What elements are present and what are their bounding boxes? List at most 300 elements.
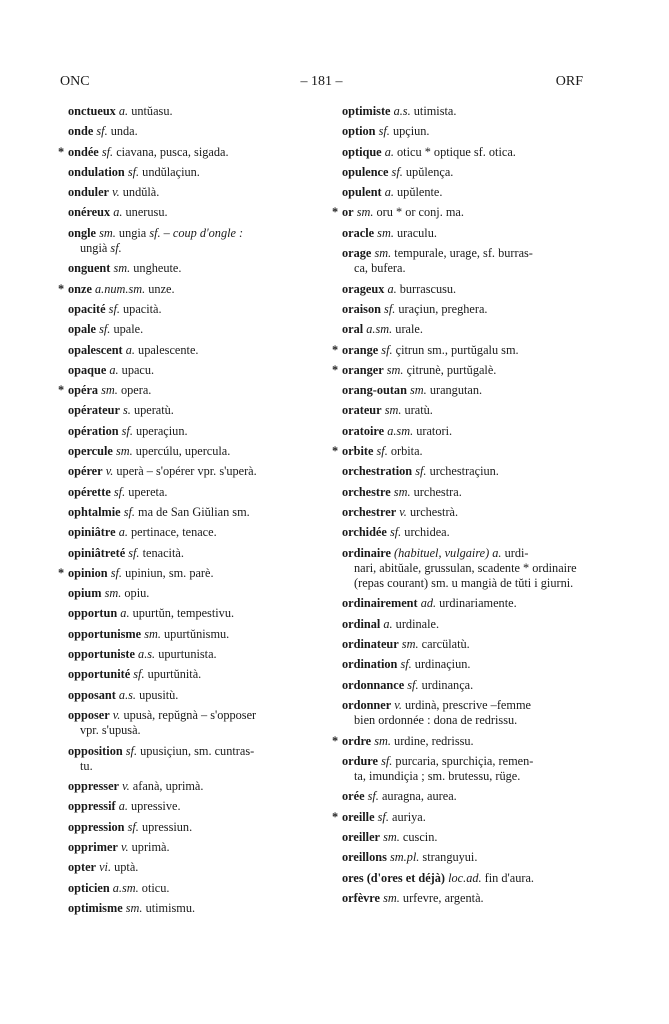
headword: orchestrer bbox=[342, 504, 397, 519]
part-of-speech: a. bbox=[118, 799, 128, 814]
headword: opulent bbox=[342, 185, 382, 200]
part-of-speech: a.s. bbox=[118, 687, 137, 702]
dictionary-entry bbox=[68, 647, 316, 662]
dictionary-entry bbox=[68, 424, 316, 439]
dictionary-entry bbox=[342, 678, 590, 693]
headword: opter bbox=[68, 860, 96, 875]
translation: upŭlença. bbox=[405, 164, 454, 179]
headword: onguent bbox=[68, 261, 111, 276]
part-of-speech: a.s. bbox=[138, 647, 156, 662]
entry-continuation bbox=[68, 723, 316, 738]
headword: opportunisme bbox=[68, 626, 142, 641]
headword: optimisme bbox=[68, 900, 123, 915]
translation: urdinale. bbox=[395, 616, 440, 631]
headword: optique bbox=[342, 144, 382, 159]
dictionary-entry bbox=[68, 820, 316, 835]
dictionary-entry bbox=[68, 606, 316, 621]
part-of-speech: a.s. bbox=[393, 104, 411, 118]
part-of-speech: sf. bbox=[381, 753, 393, 768]
headword: oreille bbox=[342, 809, 375, 824]
translation: upurtunista. bbox=[158, 647, 217, 662]
headword: opportuniste bbox=[68, 647, 135, 662]
dictionary-entry bbox=[342, 363, 590, 378]
dictionary-entry bbox=[342, 505, 590, 520]
dictionary-entry bbox=[342, 282, 590, 297]
dictionary-entry bbox=[68, 464, 316, 479]
headword: oratoire bbox=[342, 423, 385, 438]
translation: untŭasu. bbox=[131, 104, 173, 118]
dictionary-entry bbox=[68, 485, 316, 500]
translation: urale. bbox=[395, 322, 423, 337]
translation: uperaçiun. bbox=[136, 423, 188, 438]
dictionary-entry bbox=[342, 302, 590, 317]
headword: orateur bbox=[342, 403, 382, 418]
headword: opticien bbox=[68, 880, 110, 895]
dictionary-entry bbox=[68, 525, 316, 540]
translation: çitrunè, purtŭgalè. bbox=[406, 362, 497, 377]
continuation-text: nari, abitŭale, grussulan, scadente * ordinaire (repas courant) sm. u mangià de tŭti i giurni. bbox=[354, 560, 577, 591]
part-of-speech: sm. bbox=[144, 626, 161, 641]
headword: orange bbox=[342, 342, 379, 357]
dictionary-entry bbox=[342, 850, 590, 865]
dictionary-entry bbox=[68, 688, 316, 703]
dictionary-entry bbox=[68, 901, 316, 916]
translation: upçiun. bbox=[392, 124, 430, 139]
dictionary-entry bbox=[68, 205, 316, 220]
part-of-speech: a. bbox=[384, 144, 394, 159]
headword: ordination bbox=[342, 657, 398, 672]
translation: uprimà. bbox=[131, 839, 170, 854]
translation: upurtŭnità. bbox=[147, 667, 202, 682]
dictionary-entry bbox=[68, 124, 316, 139]
dictionary-entry bbox=[342, 343, 590, 358]
part-of-speech: a. bbox=[384, 185, 394, 200]
headword: opérateur bbox=[68, 403, 120, 418]
part-of-speech: v. bbox=[112, 185, 120, 200]
translation: urdine, redrissu. bbox=[394, 733, 474, 748]
part-of-speech: sf. bbox=[415, 464, 427, 479]
headword: orbite bbox=[342, 444, 374, 459]
headword: ophtalmie bbox=[68, 504, 121, 519]
headword: opposition bbox=[68, 743, 123, 758]
translation: uptà. bbox=[114, 860, 139, 875]
dictionary-entry bbox=[68, 444, 316, 459]
dictionary-entry bbox=[68, 145, 316, 160]
translation: upusiçiun, sm. cuntras- bbox=[140, 743, 255, 758]
dictionary-entry bbox=[342, 617, 590, 632]
part-of-speech: sf. bbox=[127, 819, 139, 834]
translation: upercúlu, upercula. bbox=[135, 444, 231, 459]
part-of-speech: a. bbox=[118, 104, 129, 118]
headword: ordinal bbox=[342, 616, 381, 631]
dictionary-entry bbox=[342, 444, 590, 459]
headword: opacité bbox=[68, 301, 106, 316]
part-of-speech: sm. bbox=[393, 484, 411, 499]
headword: oppression bbox=[68, 819, 125, 834]
translation: opiu. bbox=[124, 586, 150, 601]
part-of-speech: a.num.sm. bbox=[94, 281, 146, 296]
translation: ma de San Giŭlian sm. bbox=[138, 504, 250, 519]
dictionary-entry bbox=[342, 891, 590, 906]
translation: tenacità. bbox=[142, 545, 184, 560]
translation: oticu. bbox=[141, 880, 170, 895]
dictionary-entry bbox=[342, 525, 590, 540]
translation: upiniun, sm. parè. bbox=[125, 565, 214, 580]
continuation-text: vpr. s'upusà. bbox=[80, 723, 141, 738]
translation: upurtŭn, tempestivu. bbox=[132, 606, 235, 621]
entry-continuation bbox=[342, 713, 590, 728]
dictionary-entry bbox=[342, 546, 590, 592]
entry-continuation bbox=[342, 769, 590, 784]
part-of-speech: sf. bbox=[133, 667, 145, 682]
dictionary-entry bbox=[342, 124, 590, 139]
part-of-speech: sf. bbox=[378, 124, 390, 139]
part-of-speech: a. bbox=[387, 281, 397, 296]
headword: ordonner bbox=[342, 697, 392, 712]
dictionary-entry bbox=[68, 881, 316, 896]
grammar-note: sf. – coup d'ongle : bbox=[149, 225, 244, 240]
translation: upurtŭnismu. bbox=[164, 626, 230, 641]
translation: uraculu. bbox=[397, 225, 437, 240]
dictionary-entry bbox=[342, 830, 590, 845]
headword: opprimer bbox=[68, 839, 118, 854]
part-of-speech: (habituel, vulgaire) a. bbox=[394, 545, 502, 560]
part-of-speech: sf. bbox=[125, 743, 138, 758]
translation: urdinà, prescrive –femme bbox=[404, 697, 531, 712]
part-of-speech: vi. bbox=[99, 860, 112, 875]
dictionary-entry bbox=[342, 104, 590, 119]
headword: orchestration bbox=[342, 464, 413, 479]
entry-continuation bbox=[342, 561, 590, 592]
part-of-speech: ad. bbox=[420, 596, 437, 611]
part-of-speech: sf. bbox=[110, 565, 123, 580]
part-of-speech: a. bbox=[383, 616, 393, 631]
translation: urdinariamente. bbox=[439, 596, 517, 611]
dictionary-entry bbox=[68, 566, 316, 581]
entry-continuation bbox=[342, 261, 590, 276]
dictionary-entry bbox=[342, 165, 590, 180]
dictionary-entry bbox=[342, 464, 590, 479]
part-of-speech: sm. bbox=[383, 829, 400, 844]
translation: upressiun. bbox=[141, 819, 193, 834]
headword: opiniâtreté bbox=[68, 545, 126, 560]
translation: urangutan. bbox=[429, 383, 483, 398]
dictionary-entry bbox=[68, 185, 316, 200]
header-left-guide-word: ONC bbox=[60, 74, 90, 89]
dictionary-entry bbox=[342, 871, 590, 886]
headword: onde bbox=[68, 124, 94, 139]
translation: undŭlà. bbox=[122, 185, 160, 200]
headword: oppressif bbox=[68, 799, 116, 814]
headword: optimiste bbox=[342, 104, 391, 118]
part-of-speech: sm. bbox=[115, 444, 133, 459]
translation: unda. bbox=[110, 124, 138, 139]
headword: opérette bbox=[68, 484, 111, 499]
translation: upusà, repŭgnà – s'opposer bbox=[123, 707, 257, 722]
headword: ondée bbox=[68, 144, 99, 159]
entry-continuation bbox=[68, 241, 316, 256]
dictionary-entry bbox=[68, 799, 316, 814]
part-of-speech: sm. bbox=[401, 637, 419, 652]
part-of-speech: sf. bbox=[121, 423, 133, 438]
dictionary-entry bbox=[68, 226, 316, 257]
part-of-speech: sm. bbox=[374, 246, 392, 261]
part-of-speech: sf. bbox=[391, 164, 403, 179]
part-of-speech: a.sm. bbox=[112, 880, 139, 895]
translation: uratori. bbox=[416, 423, 453, 438]
dictionary-entry bbox=[342, 698, 590, 729]
translation: orbita. bbox=[390, 444, 423, 459]
dictionary-entry bbox=[342, 403, 590, 418]
headword: orageux bbox=[342, 281, 385, 296]
translation: upale. bbox=[113, 322, 144, 337]
part-of-speech: sf. bbox=[110, 241, 122, 256]
translation: opera. bbox=[120, 383, 152, 398]
dictionary-entry bbox=[342, 734, 590, 749]
dictionary-entry bbox=[342, 424, 590, 439]
headword: oracle bbox=[342, 225, 375, 240]
continuation-text: tu. bbox=[80, 758, 93, 773]
translation: upacu. bbox=[121, 362, 155, 377]
part-of-speech: sm. bbox=[386, 362, 404, 377]
headword: onctueux bbox=[68, 104, 116, 118]
translation: urchestrà. bbox=[409, 504, 459, 519]
part-of-speech: sf. bbox=[101, 144, 114, 159]
headword: opposer bbox=[68, 707, 110, 722]
dictionary-entry bbox=[68, 261, 316, 276]
part-of-speech: a. bbox=[125, 342, 135, 357]
dictionary-entry bbox=[342, 246, 590, 277]
headword: opportunité bbox=[68, 667, 131, 682]
headword: orfèvre bbox=[342, 890, 381, 905]
part-of-speech: sf. bbox=[389, 525, 402, 540]
headword: opération bbox=[68, 423, 119, 438]
translation: uperatù. bbox=[133, 403, 174, 418]
page-number: – 181 – bbox=[300, 74, 343, 89]
part-of-speech: sf. bbox=[376, 444, 388, 459]
headword: opinion bbox=[68, 565, 108, 580]
dictionary-entry bbox=[68, 302, 316, 317]
part-of-speech: sm. bbox=[383, 890, 400, 905]
part-of-speech: sm. bbox=[377, 225, 394, 240]
translation: unerusu. bbox=[125, 205, 168, 220]
dictionary-entry bbox=[68, 383, 316, 398]
headword: orage bbox=[342, 246, 372, 261]
headword: opposant bbox=[68, 687, 116, 702]
headword: onze bbox=[68, 281, 92, 296]
part-of-speech: sm. bbox=[101, 383, 118, 398]
translation: pertinace, tenace. bbox=[131, 525, 217, 540]
part-of-speech: a.sm. bbox=[387, 423, 414, 438]
headword: opale bbox=[68, 322, 97, 337]
translation: upŭlente. bbox=[397, 185, 443, 200]
part-of-speech: v. bbox=[105, 464, 114, 479]
dictionary-entry bbox=[68, 627, 316, 642]
dictionary-entry bbox=[342, 789, 590, 804]
headword: opaque bbox=[68, 362, 107, 377]
left-column bbox=[68, 104, 316, 921]
translation: auriya. bbox=[392, 809, 426, 824]
headword: or bbox=[342, 205, 354, 220]
dictionary-entry bbox=[342, 657, 590, 672]
part-of-speech: sf. bbox=[96, 124, 108, 139]
translation: burrascusu. bbox=[399, 281, 457, 296]
dictionary-entry bbox=[342, 383, 590, 398]
dictionary-entry bbox=[68, 403, 316, 418]
part-of-speech: sf. bbox=[377, 809, 389, 824]
page-header bbox=[60, 74, 583, 94]
part-of-speech: a.sm. bbox=[366, 322, 393, 337]
headword: ondulation bbox=[68, 164, 125, 179]
translation: ungia bbox=[118, 225, 147, 240]
dictionary-entry bbox=[68, 840, 316, 855]
headword: opulence bbox=[342, 164, 389, 179]
part-of-speech: a. bbox=[109, 362, 119, 377]
translation: upacità. bbox=[123, 301, 162, 316]
dictionary-entry bbox=[68, 708, 316, 739]
translation: upressive. bbox=[131, 799, 181, 814]
part-of-speech: sm. bbox=[125, 900, 143, 915]
part-of-speech: sf. bbox=[381, 342, 393, 357]
dictionary-entry bbox=[68, 282, 316, 297]
dictionary-entry bbox=[342, 226, 590, 241]
dictionary-entry bbox=[342, 185, 590, 200]
dictionary-entry bbox=[68, 586, 316, 601]
part-of-speech: sm. bbox=[384, 403, 402, 418]
part-of-speech: sf. bbox=[113, 484, 126, 499]
dictionary-entry bbox=[68, 860, 316, 875]
dictionary-entry bbox=[68, 546, 316, 561]
part-of-speech: sf. bbox=[400, 657, 412, 672]
translation: stranguyui. bbox=[422, 850, 478, 865]
headword: opéra bbox=[68, 383, 99, 398]
part-of-speech: sm. bbox=[374, 733, 391, 748]
dictionary-entry bbox=[68, 363, 316, 378]
headword: ordonnance bbox=[342, 677, 405, 692]
headword: opportun bbox=[68, 606, 118, 621]
translation: çitrun sm., purtŭgalu sm. bbox=[395, 342, 519, 357]
dictionary-entry bbox=[342, 637, 590, 652]
dictionary-entry bbox=[68, 779, 316, 794]
part-of-speech: sf. bbox=[127, 164, 140, 179]
translation: ungheute. bbox=[133, 261, 182, 276]
headword: oreiller bbox=[342, 829, 381, 844]
headword: orée bbox=[342, 789, 365, 804]
headword: opérer bbox=[68, 464, 103, 479]
part-of-speech: sm. bbox=[104, 586, 122, 601]
translation: urchestra. bbox=[413, 484, 462, 499]
headword: oranger bbox=[342, 362, 384, 377]
dictionary-entry bbox=[342, 754, 590, 785]
part-of-speech: sf. bbox=[367, 789, 379, 804]
part-of-speech: sf. bbox=[99, 322, 111, 337]
part-of-speech: sf. bbox=[128, 545, 140, 560]
translation: afanà, uprimà. bbox=[132, 779, 204, 794]
translation: urdinaçiun. bbox=[414, 657, 471, 672]
continuation-text: ca, bufera. bbox=[354, 261, 406, 276]
translation: uratù. bbox=[404, 403, 433, 418]
part-of-speech: sm.pl. bbox=[389, 850, 420, 865]
headword: orchidée bbox=[342, 525, 387, 540]
part-of-speech: sm. bbox=[356, 205, 374, 220]
headword: ordinateur bbox=[342, 637, 399, 652]
headword: opium bbox=[68, 586, 102, 601]
headword: ordure bbox=[342, 753, 378, 768]
translation: cuscin. bbox=[402, 829, 438, 844]
translation: upalescente. bbox=[138, 342, 199, 357]
dictionary-entry bbox=[342, 322, 590, 337]
translation: oru * or conj. ma. bbox=[376, 205, 464, 220]
headword: onduler bbox=[68, 185, 109, 200]
dictionary-entry bbox=[342, 810, 590, 825]
part-of-speech: sf. bbox=[108, 301, 120, 316]
part-of-speech: a. bbox=[120, 606, 130, 621]
translation: utimista. bbox=[413, 104, 457, 118]
headword: ordinaire bbox=[342, 545, 391, 560]
translation: upereta. bbox=[128, 484, 168, 499]
part-of-speech: sf. bbox=[407, 677, 419, 692]
translation: ciavana, pusca, sigada. bbox=[116, 144, 229, 159]
entry-continuation bbox=[68, 759, 316, 774]
translation: upusitù. bbox=[139, 687, 179, 702]
dictionary-entry bbox=[68, 744, 316, 775]
part-of-speech: sm. bbox=[410, 383, 427, 398]
translation: urchidea. bbox=[404, 525, 450, 540]
part-of-speech: v. bbox=[112, 707, 121, 722]
dictionary-entry bbox=[68, 667, 316, 682]
dictionary-entry bbox=[342, 145, 590, 160]
part-of-speech: sf. bbox=[384, 301, 396, 316]
dictionary-entry bbox=[68, 165, 316, 180]
part-of-speech: a. bbox=[118, 525, 128, 540]
translation: urchestraçiun. bbox=[429, 464, 499, 479]
part-of-speech: v. bbox=[122, 779, 130, 794]
part-of-speech: v. bbox=[120, 839, 129, 854]
header-right-guide-word: ORF bbox=[555, 74, 583, 89]
translation: tempurale, urage, sf. burras- bbox=[394, 246, 533, 261]
dictionary-entry bbox=[68, 343, 316, 358]
right-column bbox=[342, 104, 590, 911]
dictionary-entry bbox=[342, 485, 590, 500]
translation: urdi- bbox=[504, 545, 529, 560]
translation: utimismu. bbox=[145, 900, 196, 915]
part-of-speech: sm. bbox=[113, 261, 131, 276]
translation: urdinança. bbox=[421, 677, 474, 692]
dictionary-entry bbox=[68, 505, 316, 520]
headword: onéreux bbox=[68, 205, 111, 220]
translation: urfevre, argentà. bbox=[402, 890, 484, 905]
headword: opalescent bbox=[68, 342, 123, 357]
translation: uperà – s'opérer vpr. s'uperà. bbox=[116, 464, 257, 479]
headword: ordre bbox=[342, 733, 372, 748]
dictionary-entry bbox=[68, 104, 316, 119]
headword: opercule bbox=[68, 444, 113, 459]
part-of-speech: sm. bbox=[99, 225, 116, 240]
headword: oral bbox=[342, 322, 364, 337]
dictionary-entry bbox=[342, 205, 590, 220]
translation: unze. bbox=[148, 281, 175, 296]
part-of-speech: s. bbox=[122, 403, 131, 418]
part-of-speech: v. bbox=[399, 504, 407, 519]
continuation-text: bien ordonnée : dona de redrissu. bbox=[354, 713, 518, 728]
continuation-text: ungià bbox=[80, 241, 108, 256]
translation: undŭlaçiun. bbox=[142, 164, 200, 179]
continuation-text: ta, imundiçia ; sm. brutessu, rüge. bbox=[354, 769, 521, 784]
headword: orang-outan bbox=[342, 383, 407, 398]
part-of-speech: sf. bbox=[123, 504, 135, 519]
part-of-speech: loc.ad. bbox=[448, 870, 482, 885]
dictionary-entry bbox=[68, 322, 316, 337]
